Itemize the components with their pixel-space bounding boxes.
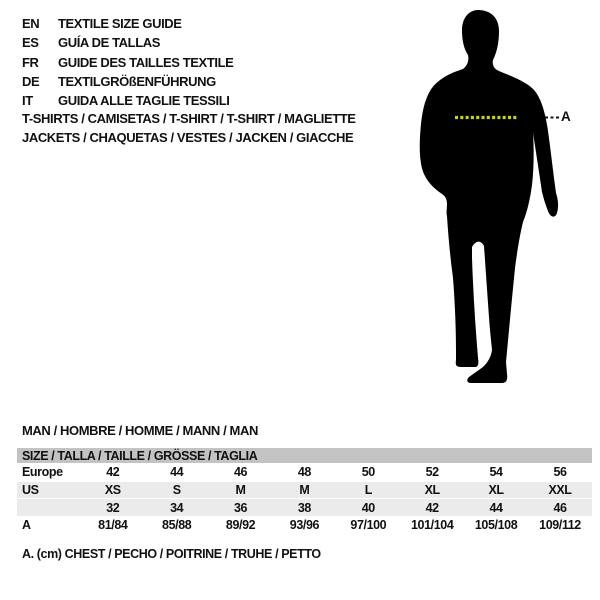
man-silhouette-figure <box>395 0 600 410</box>
language-row-fr <box>22 53 233 72</box>
size-cell: 42 <box>106 465 120 480</box>
size-cell: M <box>209 481 273 499</box>
language-code: IT <box>22 93 33 109</box>
size-cell: 42 <box>400 499 464 517</box>
size-cell: 46 <box>234 465 248 480</box>
language-code: EN <box>22 16 40 32</box>
language-guide-title: TEXTILE SIZE GUIDE <box>58 16 182 32</box>
size-cell: 109/112 <box>539 518 581 533</box>
size-cell: 54 <box>489 465 503 480</box>
size-cell: 56 <box>553 465 567 480</box>
size-cell: 46 <box>528 499 592 517</box>
language-guide-list <box>22 14 233 110</box>
size-cell: XL <box>400 481 464 499</box>
size-table-header: SIZE / TALLA / TAILLE / GRÖSSE / TAGLIA <box>17 448 592 464</box>
size-cell: 32 <box>81 499 145 517</box>
measurement-footnote: A. (cm) CHEST / PECHO / POITRINE / TRUHE / PETTO <box>22 547 321 561</box>
table-row-us <box>17 481 592 499</box>
size-cell: 97/100 <box>350 518 387 533</box>
size-cell: 52 <box>425 465 439 480</box>
size-cell: 85/88 <box>162 518 192 533</box>
table-row-alt-size <box>17 499 592 517</box>
size-cell: XL <box>464 481 528 499</box>
size-cell: S <box>145 481 209 499</box>
size-cell: M <box>273 481 337 499</box>
table-row-europe <box>17 464 592 482</box>
size-cell: 48 <box>297 465 311 480</box>
size-cell: 38 <box>273 499 337 517</box>
size-cell: 44 <box>464 499 528 517</box>
section-title-man: MAN / HOMBRE / HOMME / MANN / MAN <box>22 423 258 438</box>
size-cell: XS <box>81 481 145 499</box>
size-cell: 36 <box>209 499 273 517</box>
measure-label-a: A <box>561 109 571 124</box>
garment-categories <box>22 109 356 147</box>
language-guide-title: GUIDA ALLE TAGLIE TESSILI <box>58 93 230 109</box>
language-row-en <box>22 14 233 33</box>
language-code: FR <box>22 54 39 70</box>
size-cell: 93/96 <box>289 518 320 533</box>
row-label <box>17 499 81 517</box>
language-guide-title: GUÍA DE TALLAS <box>58 35 161 51</box>
size-cell: 105/108 <box>474 518 518 533</box>
size-table <box>17 448 592 535</box>
category-jackets: JACKETS / CHAQUETAS / VESTES / JACKEN / GIACCHE <box>22 130 354 146</box>
size-cell: 101/104 <box>410 518 454 533</box>
category-tshirts: T-SHIRTS / CAMISETAS / T-SHIRT / T-SHIRT / MAGLIETTE <box>22 111 356 126</box>
language-row-de <box>22 72 233 91</box>
size-cell: 40 <box>336 499 400 517</box>
size-cell: 34 <box>145 499 209 517</box>
language-code: ES <box>22 35 39 51</box>
size-table-header-row <box>17 448 592 464</box>
language-guide-title: TEXTILGRÖßENFÜHRUNG <box>58 74 216 90</box>
size-cell: XXL <box>528 481 592 499</box>
size-cell: 44 <box>170 465 184 480</box>
row-label: Europe <box>22 465 63 480</box>
language-row-it <box>22 91 233 110</box>
size-cell: 81/84 <box>98 518 128 533</box>
size-cell: 89/92 <box>225 518 256 533</box>
table-row-chest-a <box>17 517 592 535</box>
man-silhouette <box>420 10 558 383</box>
row-label: US <box>17 481 81 499</box>
language-code: DE <box>22 74 40 90</box>
row-label: A <box>22 518 31 533</box>
size-cell: 50 <box>361 465 375 480</box>
size-cell: L <box>336 481 400 499</box>
language-guide-title: GUIDE DES TAILLES TEXTILE <box>58 54 234 70</box>
language-row-es <box>22 33 233 52</box>
